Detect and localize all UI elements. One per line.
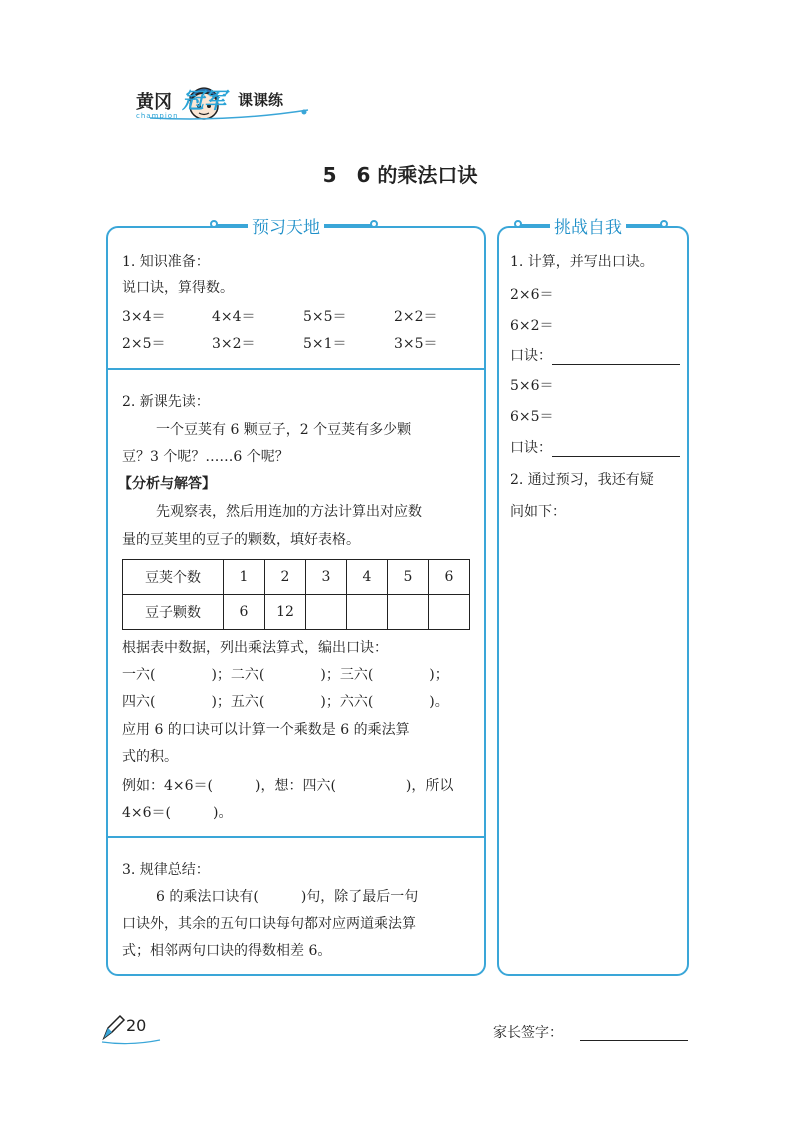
challenge-panel (497, 226, 689, 976)
rhyme-label: 口诀： (510, 440, 552, 456)
q1-expr: 4×4＝ (212, 309, 256, 325)
header-swoosh-icon (150, 108, 310, 122)
analysis-title: 【分析与解答】 (118, 476, 216, 492)
table-cell: 3 (306, 560, 347, 595)
q1-expr: 3×2＝ (212, 336, 256, 352)
q1-expr: 3×4＝ (122, 309, 166, 325)
table-cell: 12 (265, 595, 306, 630)
q1-instruction: 说口诀，算得数。 (122, 280, 234, 296)
challenge-heading: 挑战自我 (550, 213, 626, 238)
rhyme-answer-line[interactable] (552, 363, 680, 365)
q3-text: 口诀外，其余的五句口诀每句都对应两道乘法算 (122, 916, 416, 932)
table-cell: 5 (388, 560, 429, 595)
table-cell: 6 (429, 560, 470, 595)
q1-expr: 5×1＝ (303, 336, 347, 352)
heading-ring-icon (660, 220, 668, 228)
heading-ring-icon (370, 220, 378, 228)
table-row-header: 豆子颗数 (123, 595, 224, 630)
table-row-header: 豆荚个数 (123, 560, 224, 595)
bean-table (122, 559, 470, 630)
section-divider (106, 368, 486, 370)
page-number: 20 (126, 1016, 147, 1035)
q1-expr: 2×5＝ (122, 336, 166, 352)
challenge-expr: 6×2＝ (510, 318, 554, 334)
brand-name: 黄冈 (136, 92, 172, 113)
challenge-expr: 5×6＝ (510, 378, 554, 394)
table-cell: 2 (265, 560, 306, 595)
challenge-q1-title: 1. 计算，并写出口诀。 (510, 254, 654, 270)
footer-swoosh-icon (100, 1036, 162, 1046)
rhyme-answer-line[interactable] (552, 455, 680, 457)
page-title: 5 6 的乘法口诀 (322, 163, 478, 187)
brand-highlight: 冠军 (182, 89, 227, 114)
challenge-q2: 问如下： (510, 504, 566, 520)
brand-series: 课课练 (238, 91, 284, 109)
table-cell: 1 (224, 560, 265, 595)
challenge-expr: 6×5＝ (510, 409, 554, 425)
q3-title: 3. 规律总结： (122, 862, 210, 878)
table-cell: 6 (224, 595, 265, 630)
formula-intro: 根据表中数据，列出乘法算式，编出口诀： (122, 640, 388, 656)
section-divider (106, 836, 486, 838)
answer-cell[interactable] (429, 595, 470, 630)
answer-cell[interactable] (388, 595, 429, 630)
brand-subtitle: champion (136, 112, 179, 120)
table-row (123, 560, 470, 595)
table-cell: 4 (347, 560, 388, 595)
q1-title: 1. 知识准备： (122, 254, 210, 270)
q3-text: 6 的乘法口诀有( )句，除了最后一句 (156, 889, 419, 905)
signature-line[interactable] (580, 1040, 688, 1041)
answer-cell[interactable] (306, 595, 347, 630)
rhyme-line: 一六( )；二六( )；三六( )； (122, 667, 449, 683)
q2-title: 2. 新课先读： (122, 394, 210, 410)
q3-text: 式；相邻两句口诀的得数相差 6。 (122, 943, 332, 959)
q1-expr: 5×5＝ (303, 309, 347, 325)
signature-label: 家长签字： (493, 1025, 563, 1041)
heading-ring-icon (210, 220, 218, 228)
q2-problem: 豆？3 个呢？……6 个呢？ (122, 449, 289, 465)
answer-cell[interactable] (347, 595, 388, 630)
q1-expr: 3×5＝ (394, 336, 438, 352)
example-text: 例如：4×6＝( )，想：四六( )，所以 (122, 778, 454, 794)
apply-text: 式的积。 (122, 749, 178, 765)
example-text: 4×6＝( )。 (122, 805, 233, 821)
table-row (123, 595, 470, 630)
heading-ring-icon (514, 220, 522, 228)
rhyme-line: 四六( )；五六( )；六六( )。 (122, 694, 449, 710)
preview-heading: 预习天地 (248, 213, 324, 238)
apply-text: 应用 6 的口诀可以计算一个乘数是 6 的乘法算 (122, 722, 410, 738)
analysis-text: 先观察表，然后用连加的方法计算出对应数 (156, 504, 422, 520)
q1-expr: 2×2＝ (394, 309, 438, 325)
q2-problem: 一个豆荚有 6 颗豆子，2 个豆荚有多少颗 (156, 422, 412, 438)
rhyme-label: 口诀： (510, 348, 552, 364)
challenge-expr: 2×6＝ (510, 287, 554, 303)
challenge-q2: 2. 通过预习，我还有疑 (510, 472, 654, 488)
analysis-text: 量的豆荚里的豆子的颗数，填好表格。 (122, 532, 360, 548)
